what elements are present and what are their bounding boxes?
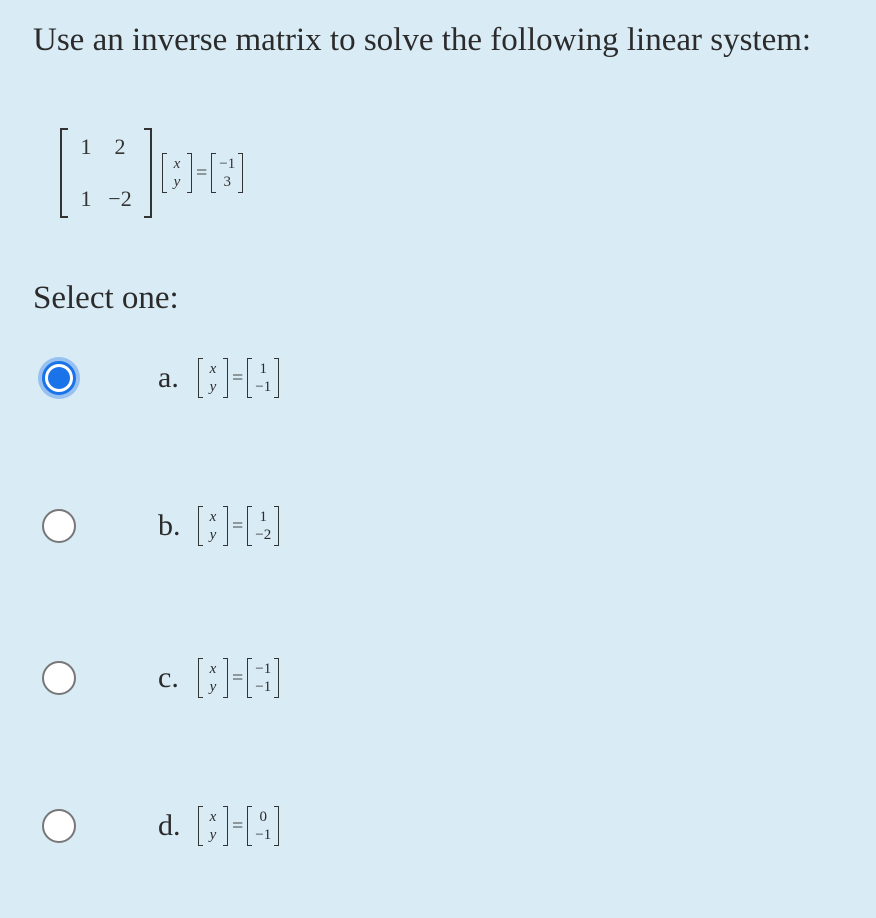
answer-value: −1 xyxy=(255,661,272,677)
equals-sign: = xyxy=(232,667,244,689)
var-y: y xyxy=(209,827,217,843)
var-y: y xyxy=(209,379,217,395)
option-letter: a. xyxy=(158,361,179,394)
variable-vector xyxy=(198,806,228,846)
option-answer xyxy=(198,658,279,698)
radio-button[interactable] xyxy=(42,509,76,543)
option-a[interactable] xyxy=(42,348,642,408)
linear-system xyxy=(60,128,243,218)
answer-value: 0 xyxy=(259,809,268,825)
option-answer xyxy=(198,506,279,546)
rhs-vector xyxy=(211,153,243,193)
rhs-value: −1 xyxy=(219,156,236,172)
var-y: y xyxy=(173,174,181,190)
option-b[interactable] xyxy=(42,496,642,556)
var-x: x xyxy=(209,361,217,377)
option-letter: b. xyxy=(158,509,181,542)
matrix-cell: 1 xyxy=(80,186,92,211)
answer-vector xyxy=(247,506,279,546)
matrix-cell: 2 xyxy=(114,134,126,159)
matrix-cell: −2 xyxy=(108,186,132,211)
equals-sign: = xyxy=(196,162,208,184)
option-answer xyxy=(198,358,279,398)
equals-sign: = xyxy=(232,367,244,389)
radio-button[interactable] xyxy=(42,661,76,695)
option-letter: c. xyxy=(158,661,179,694)
variable-vector xyxy=(198,506,228,546)
variable-vector xyxy=(162,153,192,193)
select-label: Select one: xyxy=(33,280,179,316)
option-c[interactable] xyxy=(42,648,642,708)
option-letter: d. xyxy=(158,809,181,842)
variable-vector xyxy=(198,658,228,698)
answer-value: −2 xyxy=(255,527,272,543)
radio-button[interactable] xyxy=(42,809,76,843)
answer-value: −1 xyxy=(255,379,272,395)
question-text: Use an inverse matrix to solve the following linear system: xyxy=(33,22,812,58)
answer-vector xyxy=(247,806,279,846)
var-y: y xyxy=(209,527,217,543)
option-answer xyxy=(198,806,279,846)
equals-sign: = xyxy=(232,515,244,537)
variable-vector xyxy=(198,358,228,398)
answer-value: 1 xyxy=(259,509,268,525)
equals-sign: = xyxy=(232,815,244,837)
var-x: x xyxy=(173,156,181,172)
answer-vector xyxy=(247,358,279,398)
var-x: x xyxy=(209,661,217,677)
answer-value: 1 xyxy=(259,361,268,377)
var-x: x xyxy=(209,809,217,825)
answer-value: −1 xyxy=(255,827,272,843)
radio-button[interactable] xyxy=(42,361,76,395)
option-d[interactable] xyxy=(42,796,642,856)
var-x: x xyxy=(209,509,217,525)
var-y: y xyxy=(209,679,217,695)
answer-vector xyxy=(247,658,279,698)
rhs-value: 3 xyxy=(223,174,232,190)
answer-value: −1 xyxy=(255,679,272,695)
matrix-cell: 1 xyxy=(80,134,92,159)
coefficient-matrix xyxy=(60,128,152,218)
